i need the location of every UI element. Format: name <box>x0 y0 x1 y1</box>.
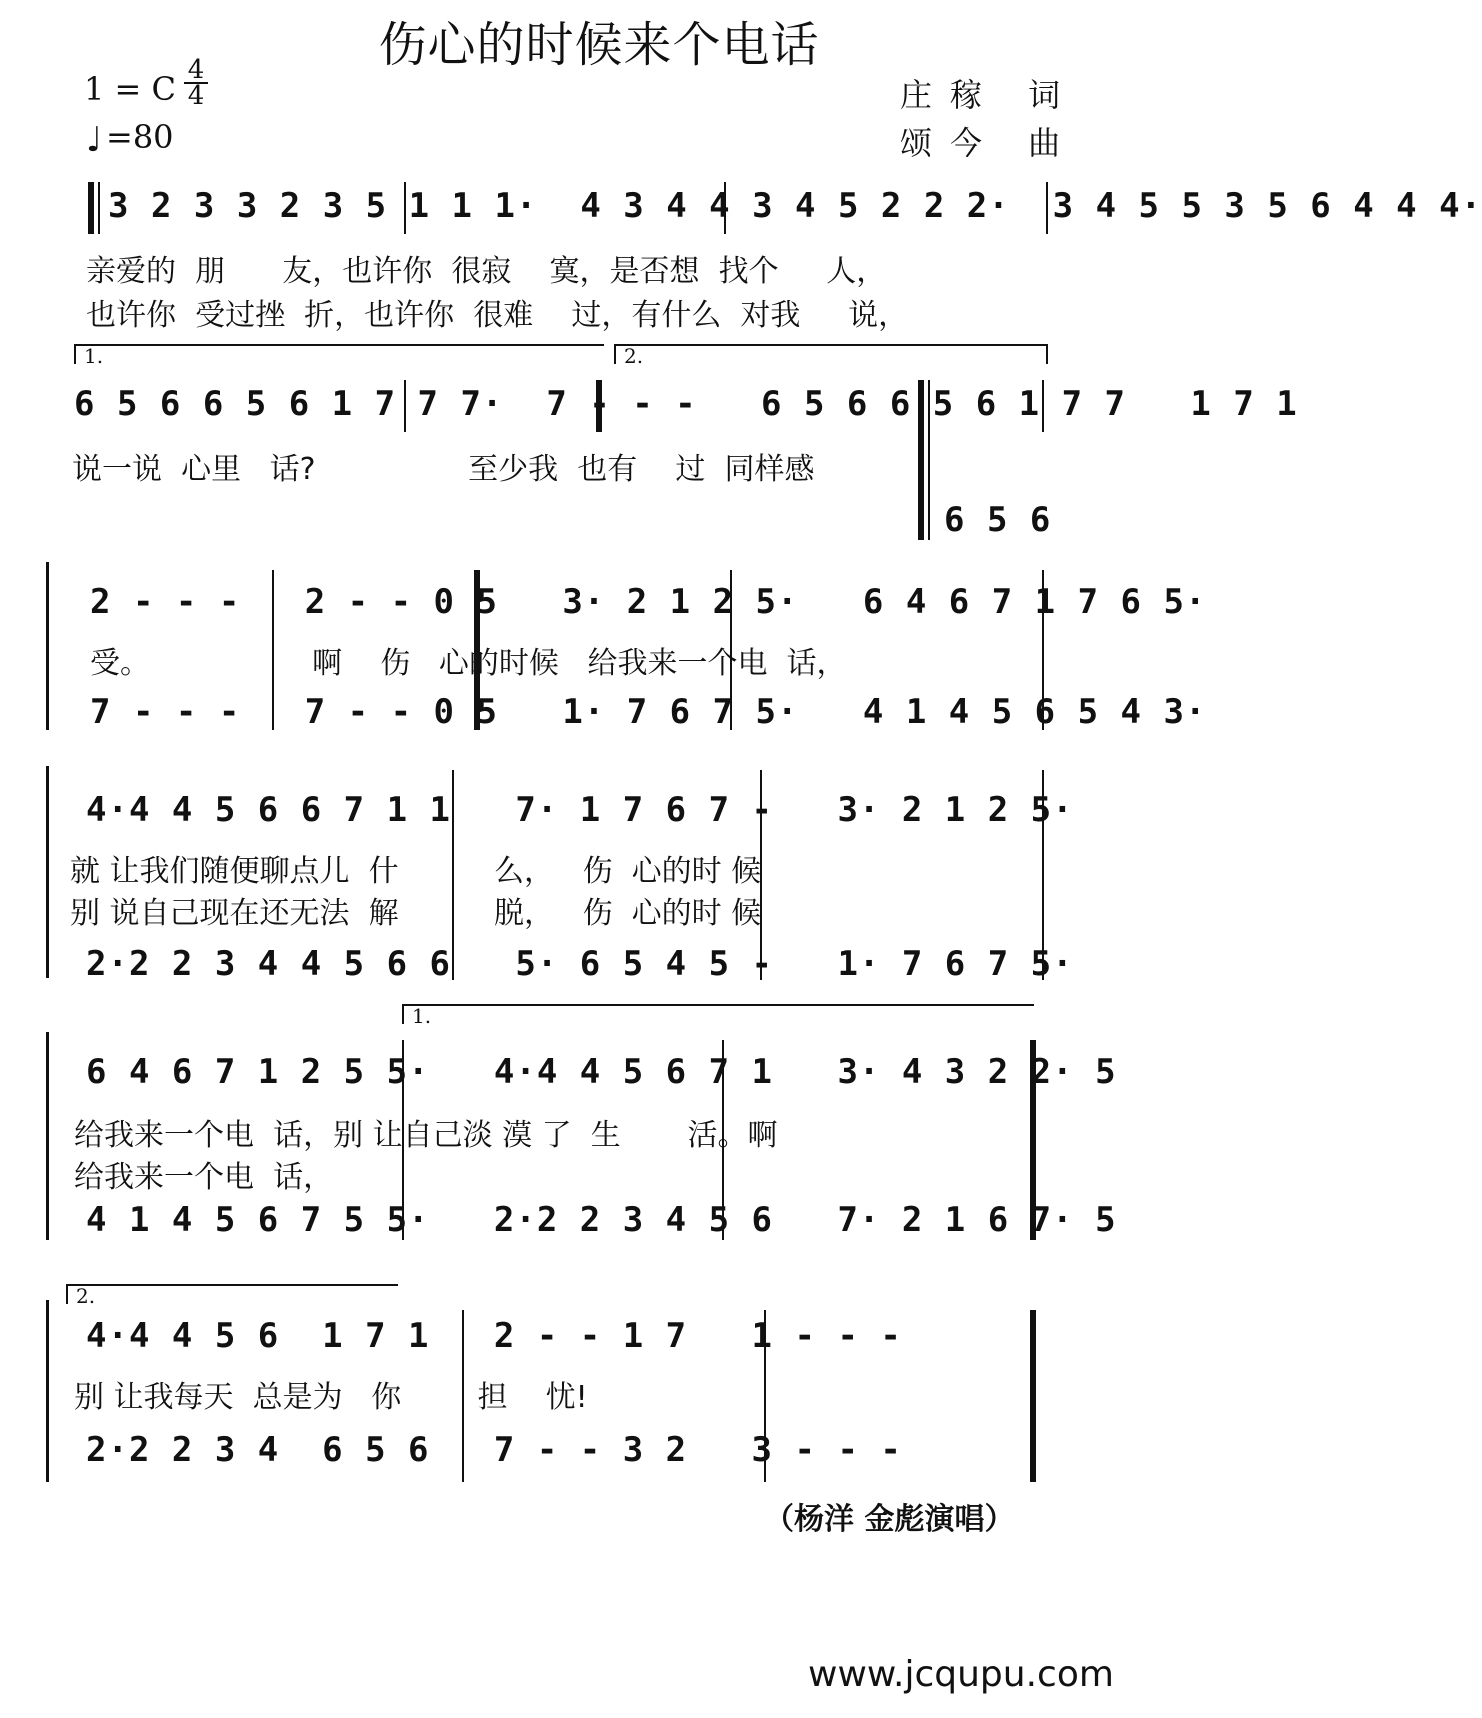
volta-bracket: 2. <box>66 1284 398 1304</box>
volta-bracket: 1. <box>74 344 604 364</box>
lyric-line: 亲爱的 朋 友，也许你 很寂 寞，是否想 找个 人， <box>86 254 887 289</box>
lyric-line: 别 让我每天 总是为 你 担 忧! <box>74 1380 588 1415</box>
lyric-line: 就 让我们随便聊点儿 什 么， 伤 心的时 候 <box>70 854 762 889</box>
lyric-line: 受。 啊 伤 心的时候 给我来一个电 话， <box>90 646 847 681</box>
volta-bracket: 2. <box>614 344 1048 364</box>
score-line: 2 - - - 2 - - 0 5 3· 2 1 2 5· 6 4 6 7 1 7 6 5· <box>90 582 1207 622</box>
score-line-lower: 4 1 4 5 6 7 5 5· 2·2 2 3 4 5 6 7· 2 1 6 7· 5 <box>86 1200 1117 1240</box>
score-line-lower: 7 - - - 7 - - 0 5 1· 7 6 7 5· 4 1 4 5 6 5 4 3· <box>90 692 1207 732</box>
composer-credit: 颂今 曲 <box>900 124 1079 162</box>
lyric-line: 说一说 心里 话? 至少我 也有 过 同样感 <box>72 452 815 487</box>
lyricist-credit: 庄稼 词 <box>900 76 1079 114</box>
time-signature: 4 4 <box>184 58 208 108</box>
lyric-line: 给我来一个电 话，别 让自己淡 漠 了 生 活。啊 <box>74 1118 778 1153</box>
score-line: 6 4 6 7 1 2 5 5· 4·4 4 5 6 7 1 3· 4 3 2 2· 5 <box>86 1052 1117 1092</box>
score-line-lower: 2·2 2 3 4 4 5 6 6 5· 6 5 4 5 - 1· 7 6 7 5· <box>86 944 1074 984</box>
lyric-line: 也许你 受过挫 折，也许你 很难 过，有什么 对我 说， <box>86 298 909 333</box>
score-line: 4·4 4 5 6 6 7 1 1 7· 1 7 6 7 - 3· 2 1 2 5· <box>86 790 1074 830</box>
quarter-note-icon: ♩ <box>86 120 103 160</box>
key-signature: 1 = C <box>84 70 176 108</box>
volta-bracket: 1. <box>402 1004 1034 1024</box>
performer-credit: （杨洋 金彪演唱） <box>764 1502 1015 1537</box>
page-title: 伤心的时候来个电话 <box>378 17 820 73</box>
score-line: 6 5 6 6 5 6 1 7 7 7· 7 - - - 6 5 6 6 5 6 1 7 7 1 7 1 <box>74 384 1298 424</box>
score-line-lower: 2·2 2 3 4 6 5 6 7 - - 3 2 3 - - - <box>86 1430 902 1470</box>
lyric-line: 别 说自己现在还无法 解 脱， 伤 心的时 候 <box>70 896 762 931</box>
score-line-lower: 6 5 6 <box>944 500 1052 540</box>
tempo-marking: =80 <box>106 118 174 156</box>
score-line: 4·4 4 5 6 1 7 1 2 - - 1 7 1 - - - <box>86 1316 902 1356</box>
lyric-line: 给我来一个电 话， <box>74 1160 334 1195</box>
score-line: 3 2 3 3 2 3 5 1 1 1· 4 3 4 4 3 4 5 2 2 2· 3 4 5 5 3 5 6 4 4 4· <box>108 186 1482 226</box>
website-watermark: www.jcqupu.com <box>808 1654 1114 1695</box>
